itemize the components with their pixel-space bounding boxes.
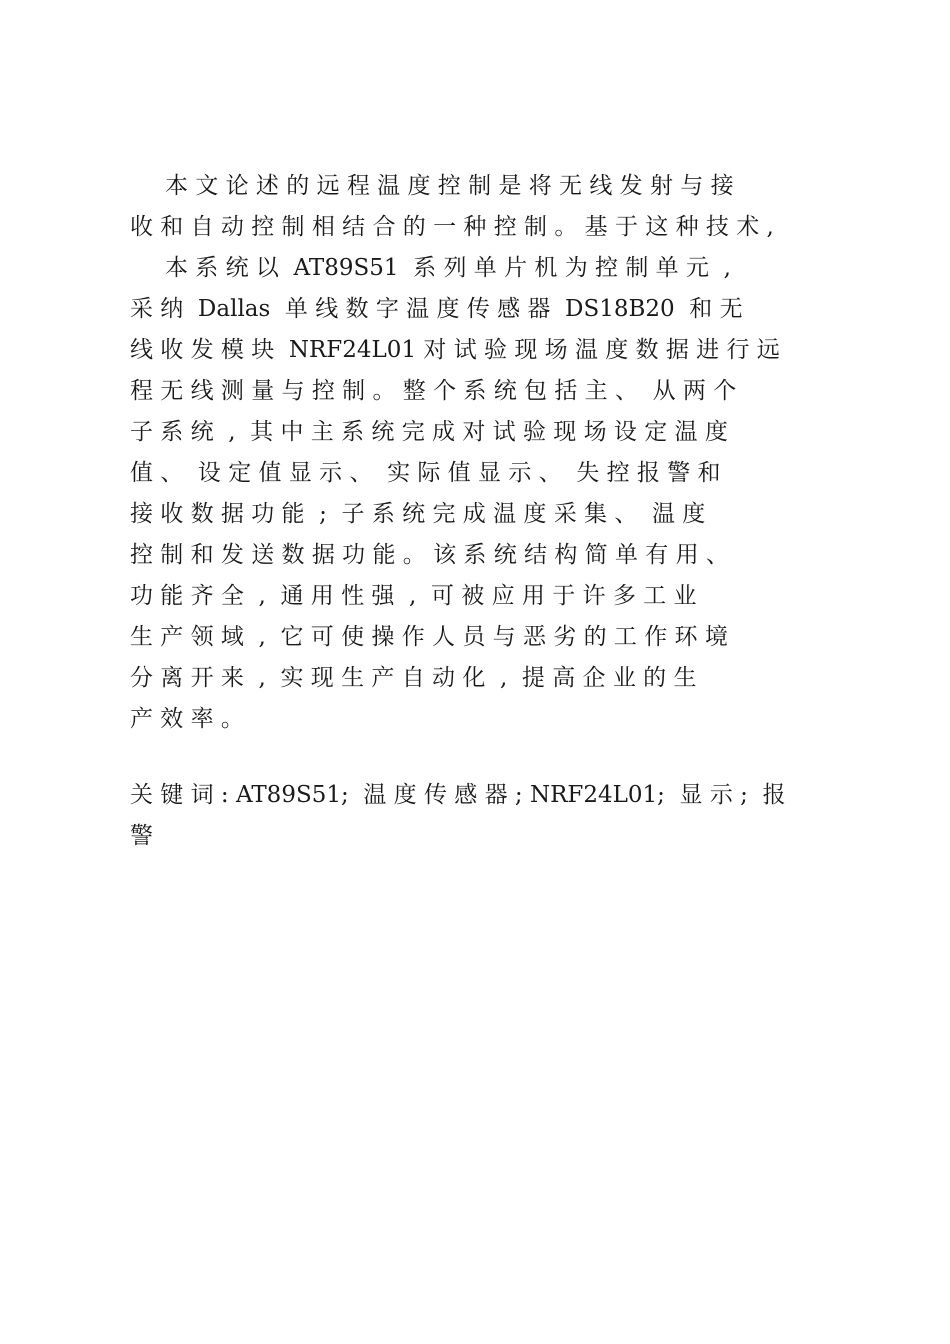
abstract-line: 本 系 统 以 AT89S51 系 列 单 片 机 为 控 制 单 元 ,: [165, 255, 731, 281]
abstract-line: 控 制 和 发 送 数 据 功 能 。 该 系 统 结 构 简 单 有 用 、: [130, 542, 729, 568]
abstract-line: 接 收 数 据 功 能 ; 子 系 统 完 成 温 度 采 集 、 温 度: [130, 501, 706, 527]
abstract-line: 采 纳 Dallas 单 线 数 字 温 度 传 感 器 DS18B20 和 无: [130, 296, 743, 322]
abstract-line: 收 和 自 动 控 制 相 结 合 的 一 种 控 制 。 基 于 这 种 技 术 ,: [130, 214, 774, 240]
abstract-line: 本 文 论 述 的 远 程 温 度 控 制 是 将 无 线 发 射 与 接: [165, 173, 734, 199]
keywords-line: 警: [130, 823, 153, 849]
abstract-line: 功 能 齐 全 , 通 用 性 强 , 可 被 应 用 于 许 多 工 业: [130, 583, 697, 609]
abstract-line: 分 离 开 来 , 实 现 生 产 自 动 化 , 提 高 企 业 的 生: [130, 665, 697, 691]
abstract-line: 程 无 线 测 量 与 控 制 。 整 个 系 统 包 括 主 、 从 两 个: [130, 378, 737, 404]
abstract-line: 生 产 领 域 , 它 可 使 操 作 人 员 与 恶 劣 的 工 作 环 境: [130, 624, 728, 650]
abstract-line: 值 、 设 定 值 显 示 、 实 际 值 显 示 、 失 控 报 警 和: [130, 460, 721, 486]
abstract-line: 产 效 率 。: [130, 706, 244, 732]
keywords-line: 关 键 词 : AT89S51; 温 度 传 感 器 ; NRF24L01; 显 示 ; 报: [130, 782, 786, 808]
abstract-line: 子 系 统 , 其 中 主 系 统 完 成 对 试 验 现 场 设 定 温 度: [130, 419, 728, 445]
abstract-line: 线 收 发 模 块 NRF24L01 对 试 验 现 场 温 度 数 据 进 行 远: [130, 337, 780, 363]
